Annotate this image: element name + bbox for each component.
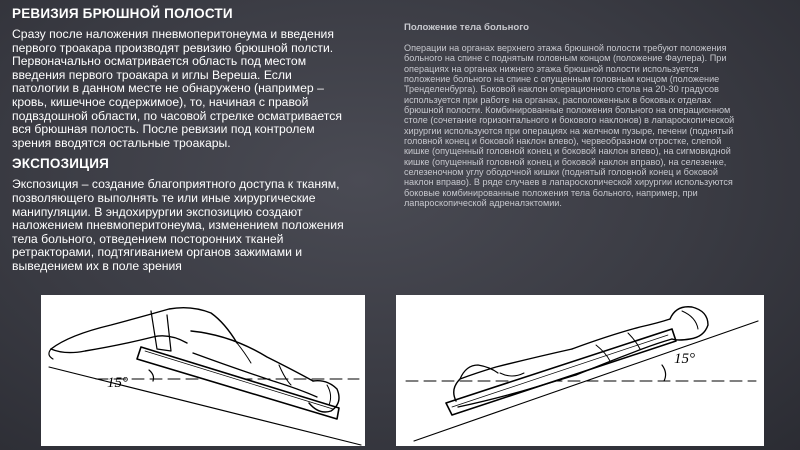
heading-exposition: ЭКСПОЗИЦИЯ (12, 156, 110, 172)
heading-revision: РЕВИЗИЯ БРЮШНОЙ ПОЛОСТИ (12, 6, 233, 21)
right-column (404, 22, 742, 209)
patient-position-paragraph: Операции на органах верхнего этажа брюшной полости требуют положения больного на спине с поднятым головным концом (положение Фаулера). При операциях на органах нижнего этажа брюшной полости используется положение больного на спине с опущенным головным концом (положение Тренделенбурга). Боковой наклон операционного стола на 20-30 градусов используется при работе на органах, расположенных в боковых отделах брюшной полости. Комбинированные положения больного на операционном столе (сочетание горизонтального и бокового наклонов) в лапароскопической хирургии используются при операциях на желчном пузыре, печени (поднятый головной конец и боковой наклон влево), червеобразном отростке, слепой кишке (опущенный головной конец и боковой наклон влево), на сигмовидной кишке (опущенный головной конец и боковой наклон вправо), на селезенке, селезеночном углу ободочной кишки (поднятый головной конец и боковой наклон вправо). В ряде случаев в лапароскопической хирургии используются боковые комбинированные положения тела больного, например, при лапароскопической адреналэктомии. (404, 43, 735, 209)
revision-paragraph: Сразу после наложения пневмоперитонеума и введения первого троакара производят ревизию брюшной полсти. Первоначально осматривается область под местом введения первого троакара и иглы Вереша. Если патологии в данном месте не обнаружено (например – кровь, кишечное содержимое), то, начиная с правой подвздошной области, по часовой стрелке осматривается вся брюшная полость. После ревизии под контролем зрения вводятся остальные троакары. (12, 27, 342, 150)
patient-position-title: Положение тела больного (404, 22, 529, 33)
fowler-drawing (396, 295, 764, 446)
patient-legs (51, 308, 237, 349)
trendelenburg-illustration (41, 295, 365, 446)
arm-board (151, 311, 171, 351)
angle-label: 15° (674, 351, 695, 367)
patient-head (670, 307, 708, 340)
angle-label: 15° (107, 375, 128, 391)
left-column (12, 6, 350, 274)
fowler-illustration (396, 295, 764, 446)
exposition-paragraph: Экспозиция – создание благоприятного доступа к тканям, позволяющего выполнять те или иные хирургические манипуляции. В эндохирургии экспозицию создают наложением пневмоперитонеума, изменением положения тела больного, отведением посторонних тканей ретракторами, подтягиванием органов зажимами и выведением их в поле зрения (12, 177, 344, 273)
trendelenburg-drawing (41, 295, 365, 446)
angle-arc (662, 365, 666, 381)
